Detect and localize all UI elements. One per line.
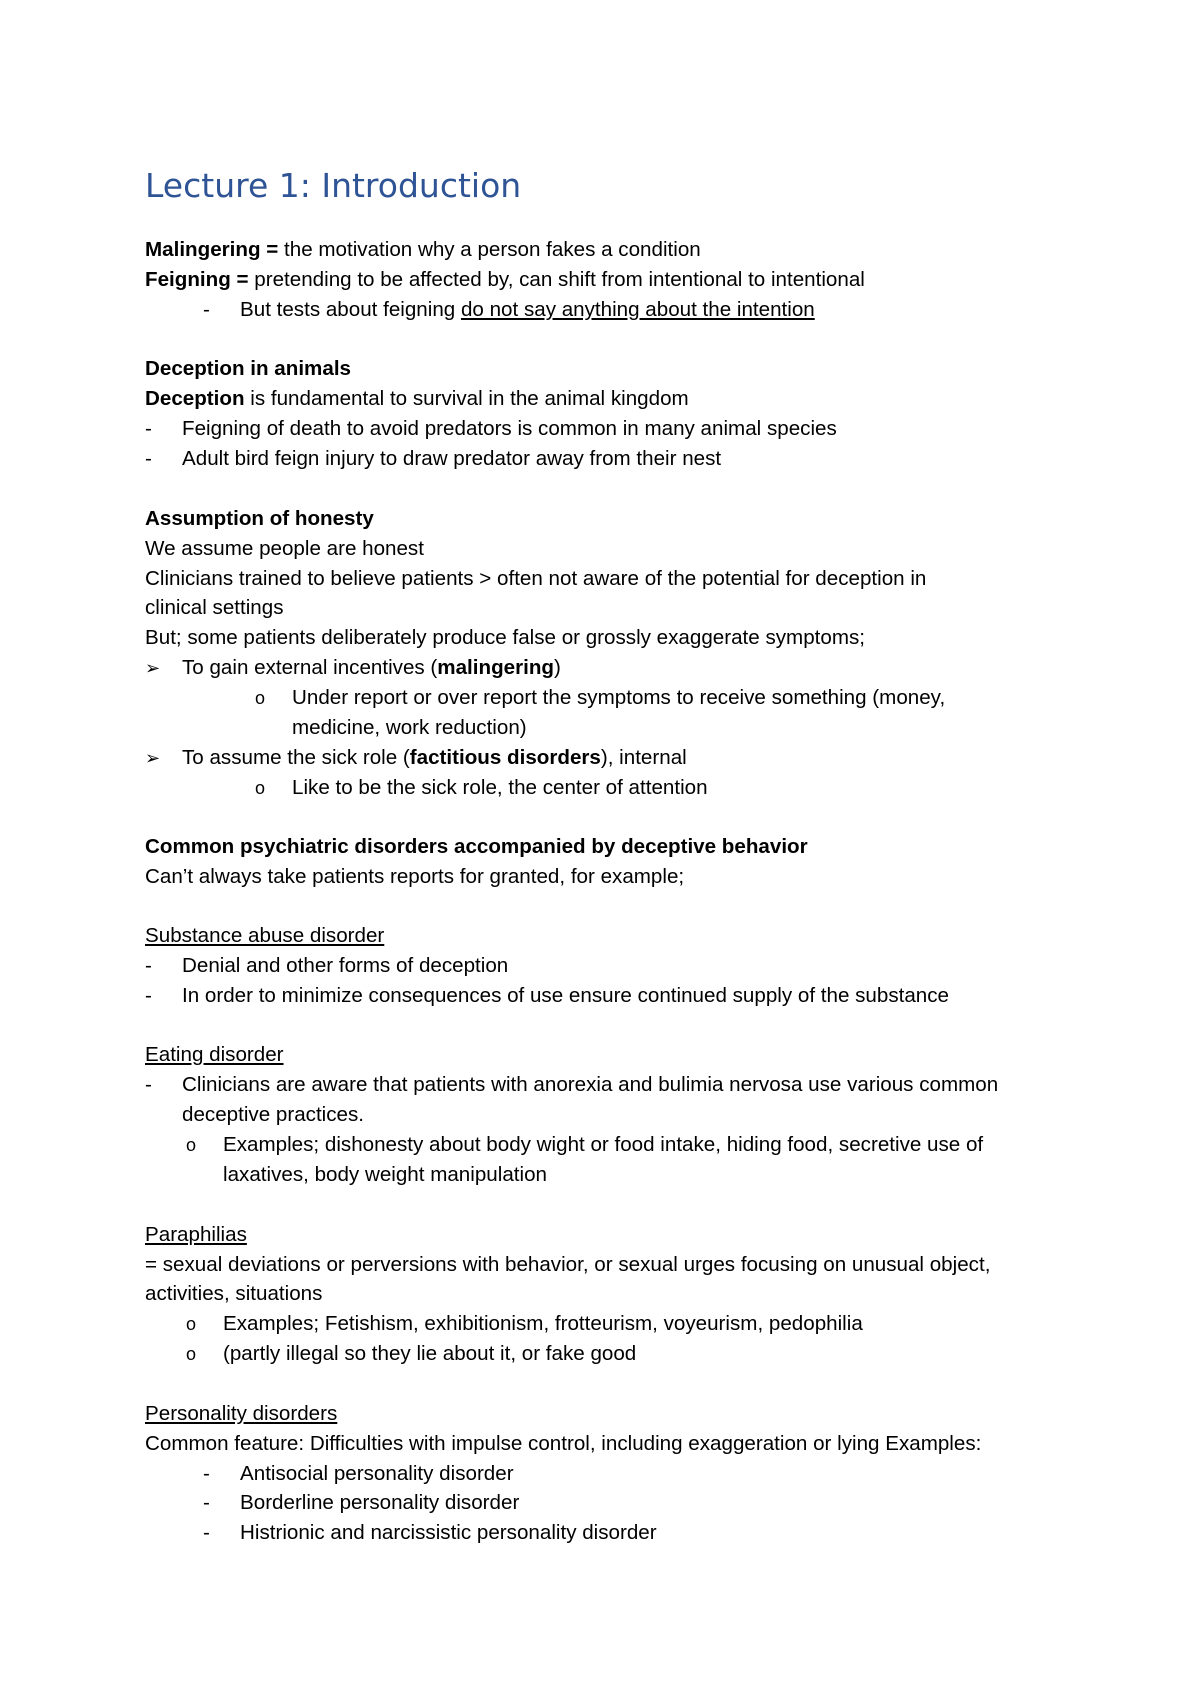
circle-bullet-icon: o — [255, 688, 266, 708]
subheading-personality: Personality disorders — [145, 1402, 338, 1425]
honesty-line: But; some patients deliberately produce false or grossly exaggerate symptoms; — [145, 626, 865, 649]
list-item: Clinicians are aware that patients with anorexia and bulimia nervosa use various common — [182, 1073, 999, 1096]
dash-bullet: - — [203, 1491, 210, 1514]
arrow-item-suffix: ), internal — [600, 746, 687, 769]
circle-bullet-icon: o — [255, 778, 266, 798]
honesty-line: We assume people are honest — [145, 537, 424, 560]
arrow-item-suffix: ) — [554, 656, 561, 679]
list-item: Histrionic and narcissistic personality disorder — [240, 1521, 657, 1544]
honesty-line: Clinicians trained to believe patients > often not aware of the potential for deception in — [145, 567, 927, 590]
animals-line — [145, 386, 689, 412]
circle-bullet-icon: o — [186, 1344, 197, 1364]
list-item: Borderline personality disorder — [240, 1491, 520, 1514]
sub-item: Examples; Fetishism, exhibitionism, frotteurism, voyeurism, pedophilia — [223, 1312, 863, 1335]
circle-bullet-icon: o — [186, 1314, 197, 1334]
arrow-bullet-icon: ➢ — [145, 658, 161, 678]
list-item: Antisocial personality disorder — [240, 1462, 514, 1485]
list-item-continued: deceptive practices. — [182, 1103, 365, 1126]
arrow-item-bold: factitious disorders — [409, 746, 601, 769]
psychiatric-intro: Can’t always take patients reports for granted, for example; — [145, 865, 685, 888]
feigning-sub-prefix: But tests about feigning — [240, 298, 461, 321]
feigning-term: Feigning = — [145, 268, 249, 291]
feigning-text: pretending to be affected by, can shift from intentional to intentional — [248, 268, 865, 291]
dash-bullet: - — [203, 1462, 210, 1485]
subheading-eating: Eating disorder — [145, 1043, 284, 1066]
sub-item: (partly illegal so they lie about it, or fake good — [223, 1342, 637, 1365]
malingering-definition — [145, 237, 701, 263]
list-item: In order to minimize consequences of use ensure continued supply of the substance — [182, 984, 950, 1007]
arrow-item-factitious — [182, 745, 687, 771]
arrow-item-prefix: To gain external incentives ( — [182, 656, 438, 679]
subheading-paraphilias: Paraphilias — [145, 1223, 247, 1246]
sub-item-continued: medicine, work reduction) — [292, 716, 527, 739]
circle-bullet-icon: o — [186, 1135, 197, 1155]
sub-item: Under report or over report the symptoms to receive something (money, — [292, 686, 946, 709]
paraphilias-line: activities, situations — [145, 1282, 323, 1305]
sub-item: Like to be the sick role, the center of attention — [292, 776, 708, 799]
deception-term: Deception — [145, 387, 245, 410]
arrow-item-bold: malingering — [437, 656, 554, 679]
dash-bullet: - — [145, 417, 152, 440]
list-item: Feigning of death to avoid predators is common in many animal species — [182, 417, 837, 440]
dash-bullet: - — [203, 1521, 210, 1544]
malingering-text: the motivation why a person fakes a condition — [278, 238, 701, 261]
dash-bullet: - — [145, 447, 152, 470]
honesty-line: clinical settings — [145, 596, 284, 619]
sub-item-continued: laxatives, body weight manipulation — [223, 1163, 547, 1186]
dash-bullet: - — [145, 984, 152, 1007]
feigning-sub-underlined: do not say anything about the intention — [460, 298, 815, 321]
arrow-bullet-icon: ➢ — [145, 748, 161, 768]
section-heading-honesty: Assumption of honesty — [145, 507, 374, 530]
feigning-definition — [145, 267, 865, 293]
malingering-term: Malingering = — [145, 238, 279, 261]
subheading-substance: Substance abuse disorder — [145, 924, 385, 947]
arrow-item-malingering — [182, 655, 561, 681]
dash-bullet: - — [145, 954, 152, 977]
paraphilias-line: = sexual deviations or perversions with behavior, or sexual urges focusing on unusual object, — [145, 1253, 991, 1276]
section-heading-animals: Deception in animals — [145, 357, 351, 380]
list-item: Adult bird feign injury to draw predator away from their nest — [182, 447, 722, 470]
sub-item: Examples; dishonesty about body wight or food intake, hiding food, secretive use of — [223, 1133, 984, 1156]
dash-bullet: - — [203, 298, 210, 321]
deception-text: is fundamental to survival in the animal kingdom — [244, 387, 689, 410]
arrow-item-prefix: To assume the sick role ( — [182, 746, 410, 769]
page-title: Lecture 1: Introduction — [145, 166, 522, 205]
section-heading-psychiatric: Common psychiatric disorders accompanied by deceptive behavior — [145, 835, 808, 858]
feigning-sub-item — [240, 297, 815, 323]
dash-bullet: - — [145, 1073, 152, 1096]
list-item: Denial and other forms of deception — [182, 954, 509, 977]
personality-line: Common feature: Difficulties with impulse control, including exaggeration or lying Examples: — [145, 1432, 982, 1455]
